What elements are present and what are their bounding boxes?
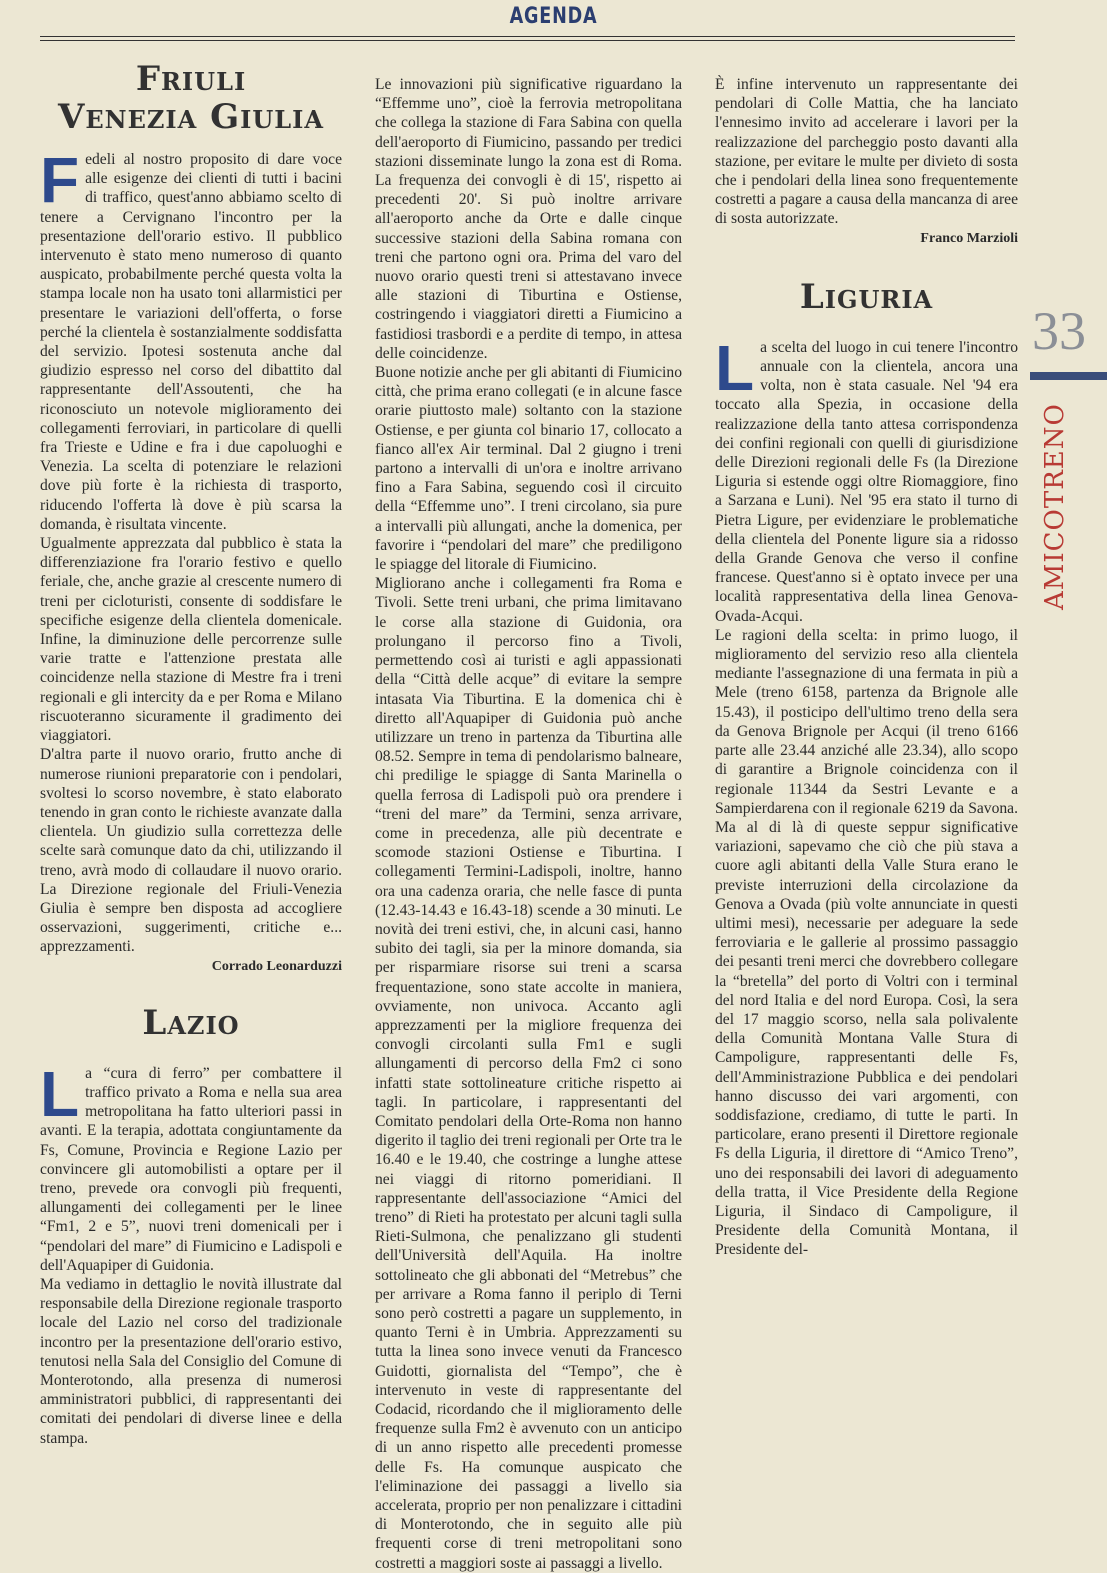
lazio-title: Lazio [142,1002,240,1043]
lazio-dropcap: L [40,1057,80,1130]
column-3 [715,75,1018,1260]
friuli-title [40,60,342,136]
friuli-dropcap: F [40,144,80,216]
header-rule-bottom [40,40,1015,41]
side-accent-bar [1030,372,1107,380]
lazio-paragraph-5: Migliorano anche i collegamenti fra Roma e Tivoli. Sette treni urbani, che prima limitavano le corse alla stazione di Guidonia, ora prolungano il percorso fino a Tivoli, permettendo così ai turisti e agli appassionati della “Città delle acque” di evitare la sempre intasata Via Tiburtina. E la domenica chi è diretto all'Aquapiper di Guidonia può anche utilizzare un treno in partenza da Tiburtina alle 08.52. Sempre in tema di pendolarismo balneare, chi predilige le spiagge di Santa Marinella o quella ferrosa di Ladispoli può ora prendere i “treni del mare” da Termini, senza arrivare, come in precedenza, alle più decentrate e scomode stazioni Ostiense e Tiburtina. I collegamenti Termini-Ladispoli, inoltre, hanno ora una cadenza oraria, che nelle fasce di punta (12.43-14.43 e 16.43-18) scende a 30 minuti. Le novità dei treni estivi, che, in alcuni casi, hanno subito dei tagli, sia per la minore domanda, sia per risparmiare risorse sui treni a scarsa frequentazione, sono state accolte in maniera, ovviamente, non univoca. Accanto agli apprezzamenti per la migliore frequenza dei convogli circolanti sulla Fm1 e sugli allungamenti di percorso della Fm2 ci sono infatti state sottolineature critiche rispetto ai tagli. In particolare, i rappresentanti del Comitato pendolari della Orte-Roma non hanno digerito il taglio dei treni regionali per Orte tra le 16.40 e le 19.40, che costringe a lunghe attese nei viaggi di ritorno pomeridiani. Il rappresentante dell'associazione “Amici del treno” di Rieti ha protestato per alcuni tagli sulla Rieti-Sulmona, che penalizzano gli studenti dell'Università dell'Aquila. Ha inoltre sottolineato che gli abbonati del “Metrebus” che per arrivare a Roma fanno il periplo di Terni sono però costretti a pagare un supplemento, in quanto Terni è in Umbria. Apprezzamenti su tutta la linea sono invece venuti da Francesco Guidotti, giornalista del “Tempo”, che è intervenuto in veste di rappresentante del Codacid, ricordando che il miglioramento delle frequenze sulla Fm2 è avvenuto con un anticipo di un anno rispetto alle precedenti promesse delle Fs. Ha comunque auspicato che l'eliminazione dei passaggi a livello sia accelerata, proprio per non penalizzare i cittadini di Monterotondo, che in seguito alle più frequenti corse di treni metropolitani sono costretti a maggiori soste ai passaggi a livello. [375,575,682,1572]
liguria-title: Liguria [799,276,934,317]
friuli-title-line2: Venezia Giulia [57,97,325,137]
lazio-paragraph-2: Ma vediamo in dettaglio le novità illustrate dal responsabile della Direzione regionale trasporto locale del Lazio nel corso del tradizionale incontro per la presentazione dell'orario estivo, tenutosi nella Sala del Consiglio del Comune di Monterotondo, alla presenza di numerosi amministratori pubblici, di rappresentanti dei comitati dei pendolari di diverse linee e della stampa. [40,1275,342,1447]
page-number: 33 [1032,301,1086,361]
section-header: AGENDA [509,4,598,29]
liguria-paragraph-1: La scelta del luogo in cui tenere l'incontro annuale con la clientela, ancora una volta, non è stata casuale. Nel '94 era toccato alla Spezia, in occasione della realizzazione della tanto attesa corrispondenza dei confini regionali con quelli di giurisdizione delle Direzioni regionali delle Fs (la Direzione Liguria si estende oggi oltre Riomaggiore, fino a Sarzana e Luni). Nel '95 era stato il turno di Pietra Ligure, per evidenziare le problematiche della clientela del Ponente ligure sia a ridosso della Grande Genova che verso il confine francese. Quest'anno si è optato invece per una località rappresentativa della linea Genova-Ovada-Acqui. [715,331,1018,625]
lazio-paragraph-1: La “cura di ferro” per combattere il traffico privato a Roma e nella sua area metropolitana ha fatto ulteriori passi in avanti. E la terapia, adottata congiuntamente da Fs, Comune, Provincia e Regione Lazio per convincere gli automobilisti a optare per il treno, prevede ora convogli più frequenti, allungamenti dei collegamenti per le linee “Fm1, 2 e 5”, nuovi treni domenicali per i “pendolari del mare” di Fiumicino e Ladispoli e dell'Aquapiper di Guidonia. [40,1057,342,1274]
friuli-author: Corrado Leonarduzzi [211,958,342,974]
lazio-paragraph-4: Buone notizie anche per gli abitanti di Fiumicino città, che prima erano collegati (e in alcune fasce orarie piuttosto male) soltanto con la stazione Ostiense, e per giunta col binario 17, collocato a fianco all'ex Air terminal. Dal 2 giugno i treni partono a intervalli di un'ora e inoltre arrivano fino a Fara Sabina, seguendo così il circuito della “Effemme uno”. I treni circolano, sia pure a intervalli più allungati, anche la domenica, per favorire i “pendolari del mare” che prediligono le spiagge del litorale di Fiumicino. [375,364,682,574]
liguria-paragraph-2: Le ragioni della scelta: in primo luogo, il miglioramento del servizio reso alla clientela mediante l'assegnazione di una fermata in più a Mele (treno 6158, partenza da Brignole alle 15.43), il posticipo dell'ultimo treno della sera da Genova Brignole per Acqui (il treno 6166 parte alle 23.44 anziché alle 23.34), allo scopo di garantire a Brignole coincidenza con il regionale 11344 da Sestri Levante e a Sampierdarena con il regionale 6219 da Savona. Ma al di là di queste seppur significative variazioni, sapevamo che ciò che più stava a cuore agli abitanti della Valle Stura erano le previste interruzioni della circolazione da Genova a Ovada (più volte annunciate in questi ultimi mesi), necessarie per adeguare la sede ferroviaria e le gallerie al prossimo passaggio dei pesanti treni merci che dovrebbero collegare la “bretella” del porto di Voltri con i terminal del nord Italia e del nord Europa. Così, la sera del 17 maggio scorso, nella sala polivalente della Comunità Montana Valle Stura di Campoligure, rappresentanti delle Fs, dell'Amministrazione Pubblica e dei pendolari hanno discusso dei vari argomenti, con soddisfazione, crediamo, di tutte le parti. In particolare, erano presenti il Direttore regionale Fs della Liguria, il direttore di “Amico Treno”, uno dei responsabili dei lavori di adeguamento della tratta, il Vice Presidente della Regione Liguria, il Sindaco di Campoligure, il Presidente della Comunità Montana, il Presidente del- [715,626,1018,1259]
liguria-dropcap: L [715,331,755,404]
magazine-side-label: AMICOTRENO [1040,403,1070,610]
lazio-author: Franco Marzioli [920,230,1018,246]
lazio-paragraph-3: Le innovazioni più significative riguardano la “Effemme uno”, cioè la ferrovia metropolitana che collega la stazione di Fara Sabina con quella dell'aeroporto di Fiumicino, passando per tredici stazioni disseminate lungo la zona est di Roma. La frequenza dei convogli è di 15', rispetto ai precedenti 20'. Si può inoltre arrivare all'aeroporto anche da Orte e dalle cinque successive stazioni della Sabina romana con treni che partono ogni ora. Prima del varo del nuovo orario questi treni si attestavano invece alle stazioni di Tiburtina e Ostiense, costringendo i viaggiatori diretti a Fiumicino a fastidiosi trasbordi e a perdite di tempo, in attesa delle coincidenze. [375,76,682,362]
friuli-paragraph-1: Fedeli al nostro proposito di dare voce alle esigenze dei clienti di tutti i bacini di traffico, quest'anno abbiamo scelto di tenere a Cervignano l'incontro per la presentazione dell'orario estivo. Il pubblico intervenuto è stato meno numeroso di quanto auspicato, probabilmente perché questa volta la stampa locale non ha usato toni allarmistici per presentare le variazioni dell'offerta, o forse perché la clientela è sostanzialmente soddisfatta del servizio. Ipotesi sostenuta anche dal giudizio espresso nel corso del dibattito dal rappresentante dell'Assoutenti, che ha riconosciuto un notevole miglioramento dei collegamenti ferroviari, in particolare di quelli fra Trieste e Udine e fra i due capoluoghi e Venezia. La scelta di potenziare le relazioni dove più forte è la richiesta di trasporto, riducendo l'offerta là dove è più scarsa la domanda, è risultata vincente. [40,144,342,533]
column-2 [375,75,682,1573]
column-1 [40,60,342,1448]
friuli-title-line1: Friuli [135,59,247,99]
header-rule-top [40,36,1015,37]
lazio-paragraph-6: È infine intervenuto un rappresentante dei pendolari di Colle Mattia, che ha lanciato l'ennesimo invito ad accelerare i lavori per la realizzazione del parcheggio posto davanti alla stazione, per evitare le multe per divieto di sosta che i pendolari della linea sono frequentemente costretti a pagare a causa della mancanza di aree di sosta autorizzate. [715,76,1018,228]
friuli-paragraph-3: D'altra parte il nuovo orario, frutto anche di numerose riunioni preparatorie con i pendolari, svoltesi lo scorso novembre, è stato elaborato tenendo in gran conto le richieste avanzate dalla clientela. Un giudizio sulla correttezza delle scelte sarà comunque dato da chi, utilizzando il treno, avrà modo di collaudare il nuovo orario. La Direzione regionale del Friuli-Venezia Giulia è sempre ben disposta ad accogliere osservazioni, suggerimenti, critiche e... apprezzamenti. [40,746,342,956]
friuli-paragraph-2: Ugualmente apprezzata dal pubblico è stata la differenziazione fra l'orario festivo e quello feriale, che, anche grazie al crescente numero di treni per cicloturisti, consente di soddisfare le specifiche esigenze della clientela domenicale. Infine, la diminuzione delle percorrenze sulle varie tratte e l'attenzione prestata alle coincidenze nella stazione di Mestre fra i treni regionali e gli intercity da e per Roma e Milano riscuoteranno sicuramente il gradimento dei viaggiatori. [40,535,342,745]
